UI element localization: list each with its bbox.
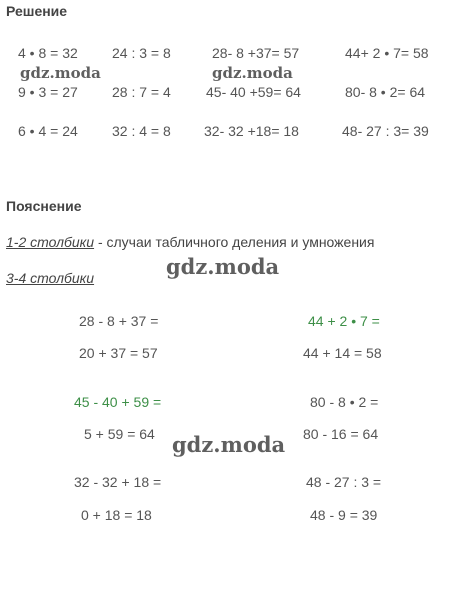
solution-eq-r3-c3: 32- 32 +18= 18	[204, 123, 299, 139]
explain-left-1-expr: 28 - 8 + 37 =	[79, 313, 159, 329]
explain-right-2-expr: 80 - 8 • 2 =	[310, 394, 379, 410]
explain-right-3-step: 48 - 9 = 39	[310, 507, 378, 523]
solution-eq-r3-c4: 48- 27 : 3= 39	[342, 123, 429, 139]
explain-left-2-expr: 45 - 40 + 59 =	[74, 394, 162, 410]
solution-eq-r1-c1: 4 • 8 = 32	[18, 45, 78, 61]
note-columns-3-4-link[interactable]: 3-4 столбики	[6, 270, 95, 286]
solution-eq-r2-c3: 45- 40 +59= 64	[206, 84, 301, 100]
explain-right-2-step: 80 - 16 = 64	[303, 426, 379, 442]
solution-eq-r1-c3: 28- 8 +37= 57	[212, 45, 300, 61]
explain-left-3-expr: 32 - 32 + 18 =	[74, 474, 162, 490]
solution-eq-r2-c2: 28 : 7 = 4	[112, 84, 171, 100]
watermark-logo: gdz.moda	[20, 64, 101, 82]
explain-left-3-step: 0 + 18 = 18	[81, 507, 152, 523]
note-columns-1-2-link[interactable]: 1-2 столбики	[6, 234, 95, 250]
solution-eq-r1-c4: 44+ 2 • 7= 58	[345, 45, 429, 61]
explanation-note-2	[6, 270, 94, 286]
explain-right-1-expr: 44 + 2 • 7 =	[308, 313, 380, 329]
watermark-logo: gdz.moda	[172, 432, 286, 457]
solution-heading: Решение	[6, 3, 68, 19]
note-columns-1-2-text: - случаи табличного деления и умножения	[94, 234, 375, 250]
watermark-logo: gdz.moda	[166, 254, 280, 279]
solution-eq-r2-c1: 9 • 3 = 27	[18, 84, 78, 100]
explain-left-2-step: 5 + 59 = 64	[84, 426, 155, 442]
watermark-logo: gdz.moda	[212, 64, 293, 82]
solution-eq-r3-c2: 32 : 4 = 8	[112, 123, 171, 139]
explanation-note-1	[6, 234, 374, 250]
solution-eq-r1-c2: 24 : 3 = 8	[112, 45, 171, 61]
explain-left-1-step: 20 + 37 = 57	[79, 345, 158, 361]
solution-eq-r2-c4: 80- 8 • 2= 64	[345, 84, 426, 100]
explanation-heading: Пояснение	[6, 198, 82, 214]
explain-right-3-expr: 48 - 27 : 3 =	[306, 474, 382, 490]
explain-right-1-step: 44 + 14 = 58	[303, 345, 382, 361]
solution-eq-r3-c1: 6 • 4 = 24	[18, 123, 78, 139]
